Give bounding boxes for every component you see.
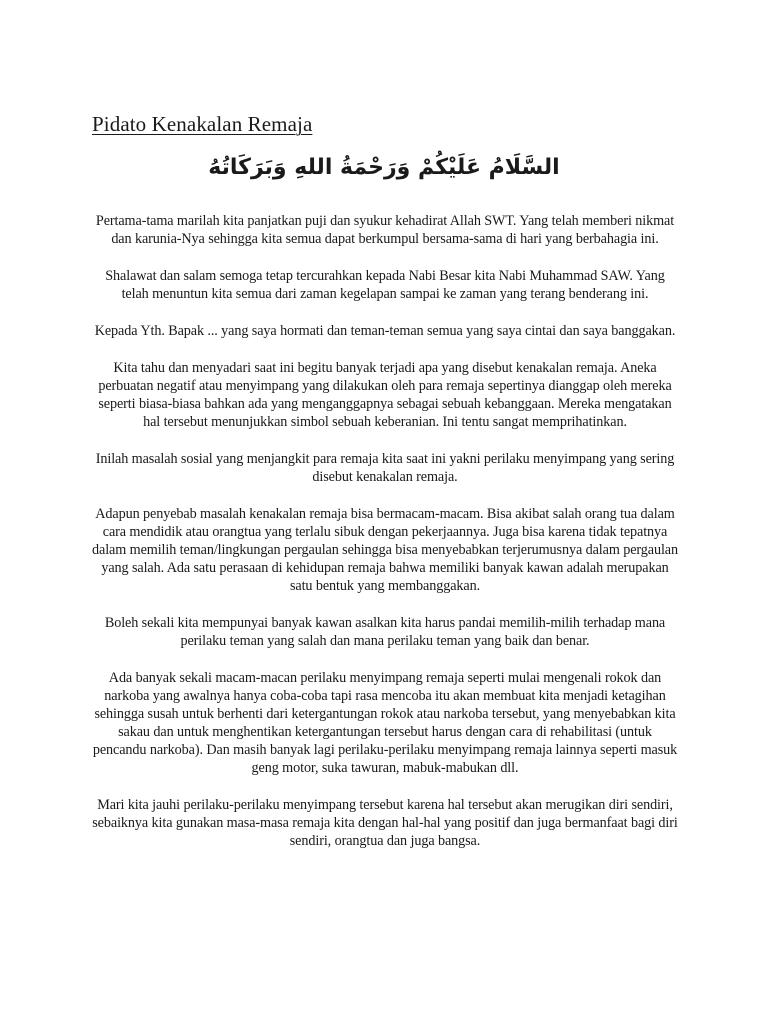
paragraph-social-problem: Inilah masalah sosial yang menjangkit para remaja kita saat ini yakni perilaku menyimpang yang sering disebut kenakalan remaja.	[95, 451, 675, 485]
paragraph-shalawat: Shalawat dan salam semoga tetap tercurahkan kepada Nabi Besar kita Nabi Muhammad SAW. Yang telah menuntun kita semua dari zaman kegelapan sampai ke zaman yang terang benderang ini.	[105, 268, 665, 302]
document-title: Pidato Kenakalan Remaja	[92, 112, 313, 136]
paragraph-problem-intro: Kita tahu dan menyadari saat ini begitu banyak terjadi apa yang disebut kenakalan remaja. Aneka perbuatan negatif atau menyimpang yang dilakukan oleh para remaja sepertinya dianggap oleh mereka seperti biasa-biasa bahkan ada yang menganggapnya sebagai sebuah kebanggaan. Mereka mengatakan hal tersebut menunjukkan simbol sebuah keberanian. Ini tentu sangat memprihatinkan.	[98, 360, 672, 430]
paragraph-audience-greeting: Kepada Yth. Bapak ... yang saya hormati dan teman-teman semua yang saya cintai dan saya banggakan.	[94, 323, 676, 339]
paragraph-opening-praise: Pertama-tama marilah kita panjatkan puji dan syukur kehadirat Allah SWT. Yang telah memberi nikmat dan karunia-Nya sehingga kita semua dapat berkumpul bersama-sama di hari yang berbahagia ini.	[95, 213, 675, 247]
paragraph-closing-advice: Mari kita jauhi perilaku-perilaku menyimpang tersebut karena hal tersebut akan merugikan diri sendiri, sebaiknya kita gunakan masa-masa remaja kita dengan hal-hal yang positif dan juga bermanfaat bagi diri sendiri, orangtua dan juga bangsa.	[92, 797, 678, 849]
paragraph-causes: Adapun penyebab masalah kenakalan remaja bisa bermacam-macam. Bisa akibat salah orang tua dalam cara mendidik atau orangtua yang terlalu sibuk dengan pekerjaannya. Juga bisa karena tidak tepatnya dalam memilih teman/lingkungan pergaulan sehingga bisa menyebabkan terjerumusnya dalam pergaulan yang salah. Ada satu perasaan di kehidupan remaja bahwa memiliki banyak kawan adalah merupakan satu bentuk yang membanggakan.	[92, 506, 678, 594]
speech-body	[92, 212, 678, 869]
arabic-greeting: السَّلَامُ عَلَيْكُمْ وَرَحْمَةُ اللهِ وَبَرَكَاتُهُ	[208, 155, 560, 180]
paragraph-choosing-friends: Boleh sekali kita mempunyai banyak kawan asalkan kita harus pandai memilih-milih terhadap mana perilaku teman yang salah dan mana perilaku teman yang baik dan benar.	[104, 615, 666, 649]
paragraph-examples: Ada banyak sekali macam-macan perilaku menyimpang remaja seperti mulai mengenali rokok dan narkoba yang awalnya hanya coba-coba tapi rasa mencoba itu akan membuat kita menjadi ketagihan sehingga susah untuk berhenti dari ketergantungan rokok atau narkoba tersebut, yang menyebabkan kita sakau dan untuk menghentikan ketergantungan tersebut harus dengan cara di rehabilitasi (untuk pencandu narkoba). Dan masih banyak lagi perilaku-perilaku menyimpang remaja lainnya seperti masuk geng motor, suka tawuran, mabuk-mabukan dll.	[92, 670, 678, 776]
